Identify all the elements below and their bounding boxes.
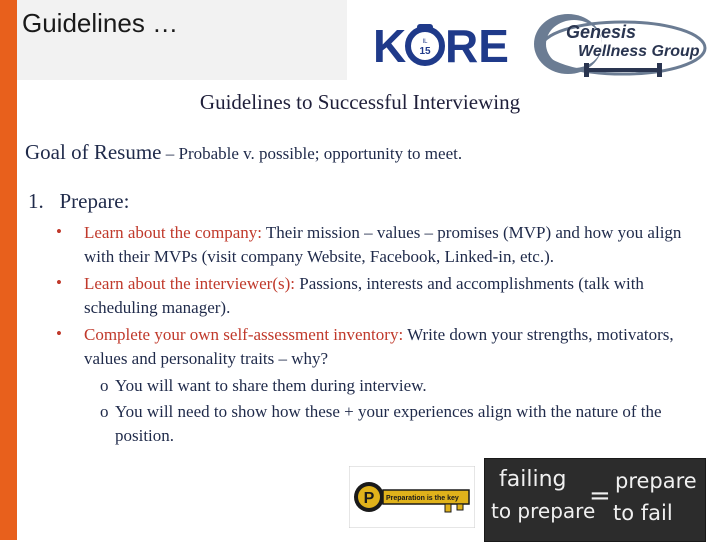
kore-logo-re: RE — [445, 20, 509, 70]
genesis-line1: Genesis — [566, 22, 637, 42]
bullet-text: Their mission – values – promises (MVP) and how you align with their MVPs (visit company Website, Facebook, Linked-in, etc.). — [84, 223, 682, 266]
chalk-line3: prepare — [615, 469, 697, 493]
section-label: Prepare: — [59, 189, 130, 213]
genesis-line2: Wellness Group — [578, 43, 700, 60]
goal-text: – Probable v. possible; opportunity to meet. — [161, 144, 463, 163]
key-text: Preparation is the key — [386, 495, 459, 502]
barbell-icon — [588, 68, 658, 72]
section-number: 1. — [28, 189, 44, 213]
bullet-dot-icon: • — [56, 273, 62, 292]
bullet-item — [56, 221, 696, 269]
bullet-dot-icon: • — [56, 324, 62, 343]
accent-side-bar — [0, 0, 17, 540]
bullet-list — [56, 221, 696, 448]
goal-line — [25, 140, 462, 165]
goal-label: Goal of Resume — [25, 140, 162, 164]
sub-marker: o — [100, 376, 109, 395]
sub-marker: o — [100, 402, 109, 421]
bullet-dot-icon: • — [56, 222, 62, 241]
kore-logo-k: K — [373, 20, 407, 70]
slide-subtitle: Guidelines to Successful Interviewing — [199, 90, 521, 114]
bullet-lead: Learn about the interviewer(s): — [84, 274, 295, 293]
sub-item-text: You will need to show how these + your experiences align with the nature of the position. — [115, 402, 662, 445]
bullet-text: Write down your strengths, motivators, values and personality traits – why? — [84, 325, 674, 368]
kore-badge-top: IL — [422, 39, 428, 45]
bullet-item — [56, 323, 696, 371]
chalk-line2: to prepare — [491, 499, 596, 523]
kore-logo — [373, 18, 518, 70]
kore-badge-num: 15 — [419, 46, 431, 57]
sub-item — [56, 374, 696, 398]
preparation-key-image — [349, 466, 475, 528]
section-heading — [28, 189, 129, 214]
kettlebell-handle — [417, 24, 433, 30]
chalkboard-image — [484, 458, 706, 542]
slide-title: Guidelines … — [22, 8, 179, 38]
sub-item-text: You will want to share them during interview. — [115, 376, 427, 395]
chalk-line4: to fail — [613, 501, 673, 525]
genesis-wellness-logo — [528, 8, 713, 88]
key-letter: P — [363, 490, 375, 507]
bullet-item — [56, 272, 696, 320]
bullet-lead: Learn about the company: — [84, 223, 262, 242]
chalk-line1: failing — [499, 467, 567, 492]
sub-item — [56, 400, 696, 448]
bullet-text: Passions, interests and accomplishments (talk with scheduling manager). — [84, 274, 644, 317]
chalk-equals: = — [589, 481, 611, 511]
bullet-lead: Complete your own self-assessment inventory: — [84, 325, 404, 344]
